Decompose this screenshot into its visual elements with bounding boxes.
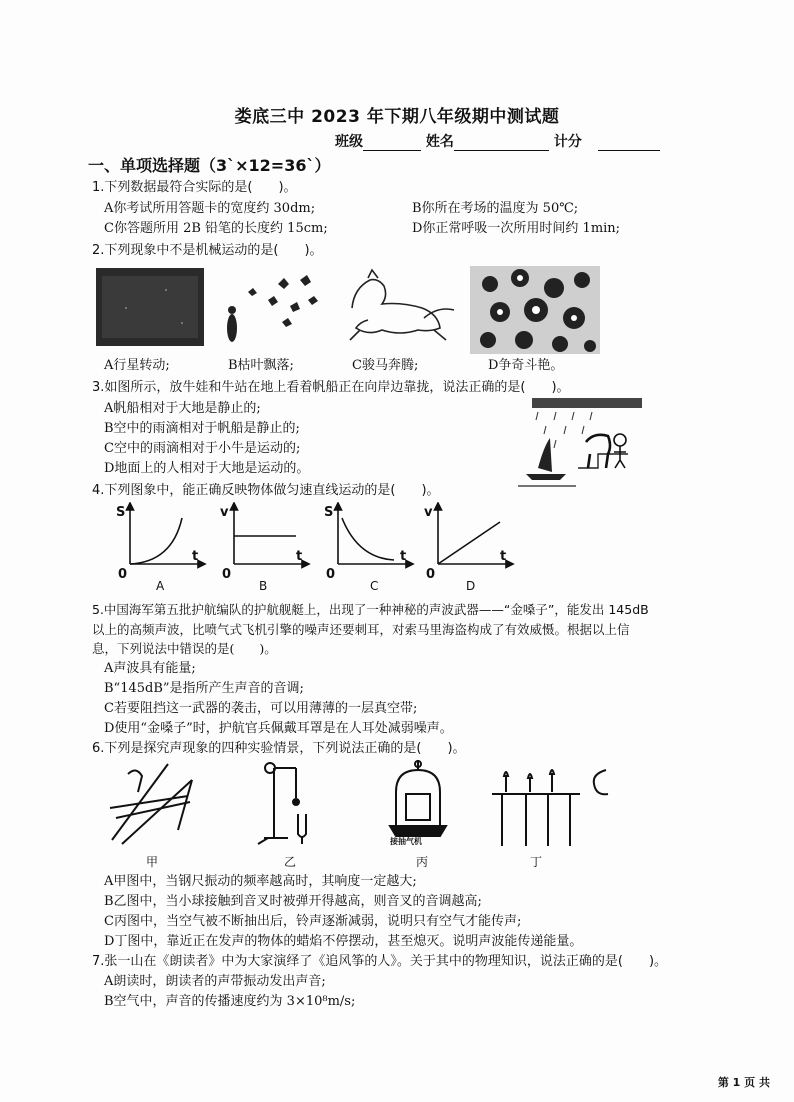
q6-stem: 6.下列是探究声现象的四种实验情景，下列说法正确的是( )。: [92, 741, 466, 756]
q6-option-c: C丙图中，当空气被不断抽出后，铃声逐渐减弱，说明只有空气才能传声;: [104, 914, 522, 929]
graph-a-ylabel: S: [116, 505, 126, 520]
q2-caption-a: A行星转动;: [104, 358, 170, 373]
tuning-fork-ball-image: [244, 758, 324, 848]
vacuum-pump-label: 接抽气机: [390, 837, 422, 846]
q1-option-b: B你所在考场的温度为 50℃;: [412, 201, 579, 216]
graph-d-caption: D: [466, 579, 476, 593]
q2-caption-b: B枯叶飘落;: [228, 358, 294, 373]
q5-line3: 息，下列说法中错误的是( )。: [92, 641, 277, 656]
q3-option-c: C空中的雨滴相对于小牛是运动的;: [104, 441, 301, 456]
q6-caption-jia: 甲: [146, 855, 159, 869]
score-blank[interactable]: [598, 136, 660, 151]
vibrating-ruler-image: [108, 760, 200, 848]
graph-a-xlabel: t: [192, 549, 199, 564]
q3-option-a: A帆船相对于大地是静止的;: [104, 401, 261, 416]
graph-b-origin: 0: [222, 567, 232, 582]
q2-caption-d: D争奇斗艳。: [488, 358, 564, 373]
class-blank[interactable]: [363, 136, 421, 151]
q1-option-a: A你考试所用答题卡的宽度约 30dm;: [104, 201, 316, 216]
q6-option-a: A甲图中，当钢尺振动的频率越高时，其响度一定越大;: [104, 874, 417, 889]
q6-option-b: B乙图中，当小球接触到音叉时被弹开得越高，则音叉的音调越高;: [104, 894, 482, 909]
q7-option-a: A朗读时，朗读者的声带振动发出声音;: [104, 974, 326, 989]
q3-stem: 3.如图所示，放牛娃和牛站在地上看着帆船正在向岸边靠拢，说法正确的是( )。: [92, 380, 570, 395]
q6-caption-yi: 乙: [284, 855, 297, 869]
page-number: 第 1 页 共: [717, 1076, 770, 1089]
name-blank[interactable]: [454, 136, 549, 151]
section-heading: 一、单项选择题（3`×12=36`）: [88, 156, 331, 175]
page-title: 娄底三中 2023 年下期八年级期中测试题: [234, 107, 560, 127]
q6-option-d: D丁图中，靠近正在发声的物体的蜡焰不停摆动，甚至熄灭。说明声波能传递能量。: [104, 934, 583, 949]
falling-leaves-image: [218, 270, 328, 354]
graph-d-ylabel: v: [424, 505, 433, 520]
q3-option-b: B空中的雨滴相对于帆船是静止的;: [104, 421, 300, 436]
class-label: 班级: [335, 134, 363, 150]
graph-c-caption: C: [370, 579, 379, 593]
q6-caption-bing: 丙: [416, 855, 429, 869]
galloping-horse-image: [338, 268, 458, 352]
q1-option-c: C你答题所用 2B 铅笔的长度约 15cm;: [104, 221, 328, 236]
planet-rotation-image: [96, 268, 204, 346]
graph-c-xlabel: t: [400, 549, 407, 564]
q1-stem: 1.下列数据最符合实际的是( )。: [92, 180, 297, 195]
boat-cow-scene-image: [516, 396, 646, 492]
q4-stem: 4.下列图象中，能正确反映物体做匀速直线运动的是( )。: [92, 483, 440, 498]
graph-b-ylabel: v: [220, 505, 229, 520]
q2-caption-c: C骏马奔腾;: [352, 358, 419, 373]
q1-option-d: D你正常呼吸一次所用时间约 1min;: [412, 221, 621, 236]
q6-caption-ding: 丁: [530, 855, 543, 869]
graph-b-xlabel: t: [296, 549, 303, 564]
q5-option-c: C若要阻挡这一武器的袭击，可以用薄薄的一层真空带;: [104, 701, 418, 716]
candle-flame-image: [490, 764, 620, 848]
q5-line2: 以上的高频声波，比喷气式飞机引擎的噪声还要刺耳，对索马里海盗构成了有效威慑。根据以上信: [92, 622, 630, 637]
q3-option-d: D地面上的人相对于大地是运动的。: [104, 461, 310, 476]
blooming-flowers-image: [470, 266, 600, 354]
graph-c-ylabel: S: [324, 505, 334, 520]
student-info-line: [335, 131, 660, 151]
q5-line1: 5.中国海军第五批护航编队的护航舰艇上，出现了一种神秘的声波武器——“金嗓子”，能发出 145dB: [92, 602, 649, 617]
graph-b-caption: B: [259, 579, 268, 593]
q2-stem: 2.下列现象中不是机械运动的是( )。: [92, 243, 323, 258]
q5-option-a: A声波具有能量;: [104, 661, 196, 676]
q5-option-d: D使用“金嗓子”时，护航官兵佩戴耳罩是在人耳处减弱噪声。: [104, 721, 453, 736]
graph-a-caption: A: [156, 579, 165, 593]
q5-option-b: B“145dB”是指所产生声音的音调;: [104, 681, 304, 696]
graph-c-origin: 0: [326, 567, 336, 582]
graph-a-origin: 0: [118, 567, 128, 582]
score-label: 计分: [553, 134, 582, 150]
q7-option-b: B空气中，声音的传播速度约为 3×10⁸m/s;: [104, 994, 356, 1009]
name-label: 姓名: [425, 134, 454, 150]
q7-stem: 7.张一山在《朗读者》中为大家演绎了《追风筝的人》。关于其中的物理知识，说法正确的是( )。: [92, 954, 668, 969]
graph-d-origin: 0: [426, 567, 436, 582]
graph-d-xlabel: t: [500, 549, 507, 564]
